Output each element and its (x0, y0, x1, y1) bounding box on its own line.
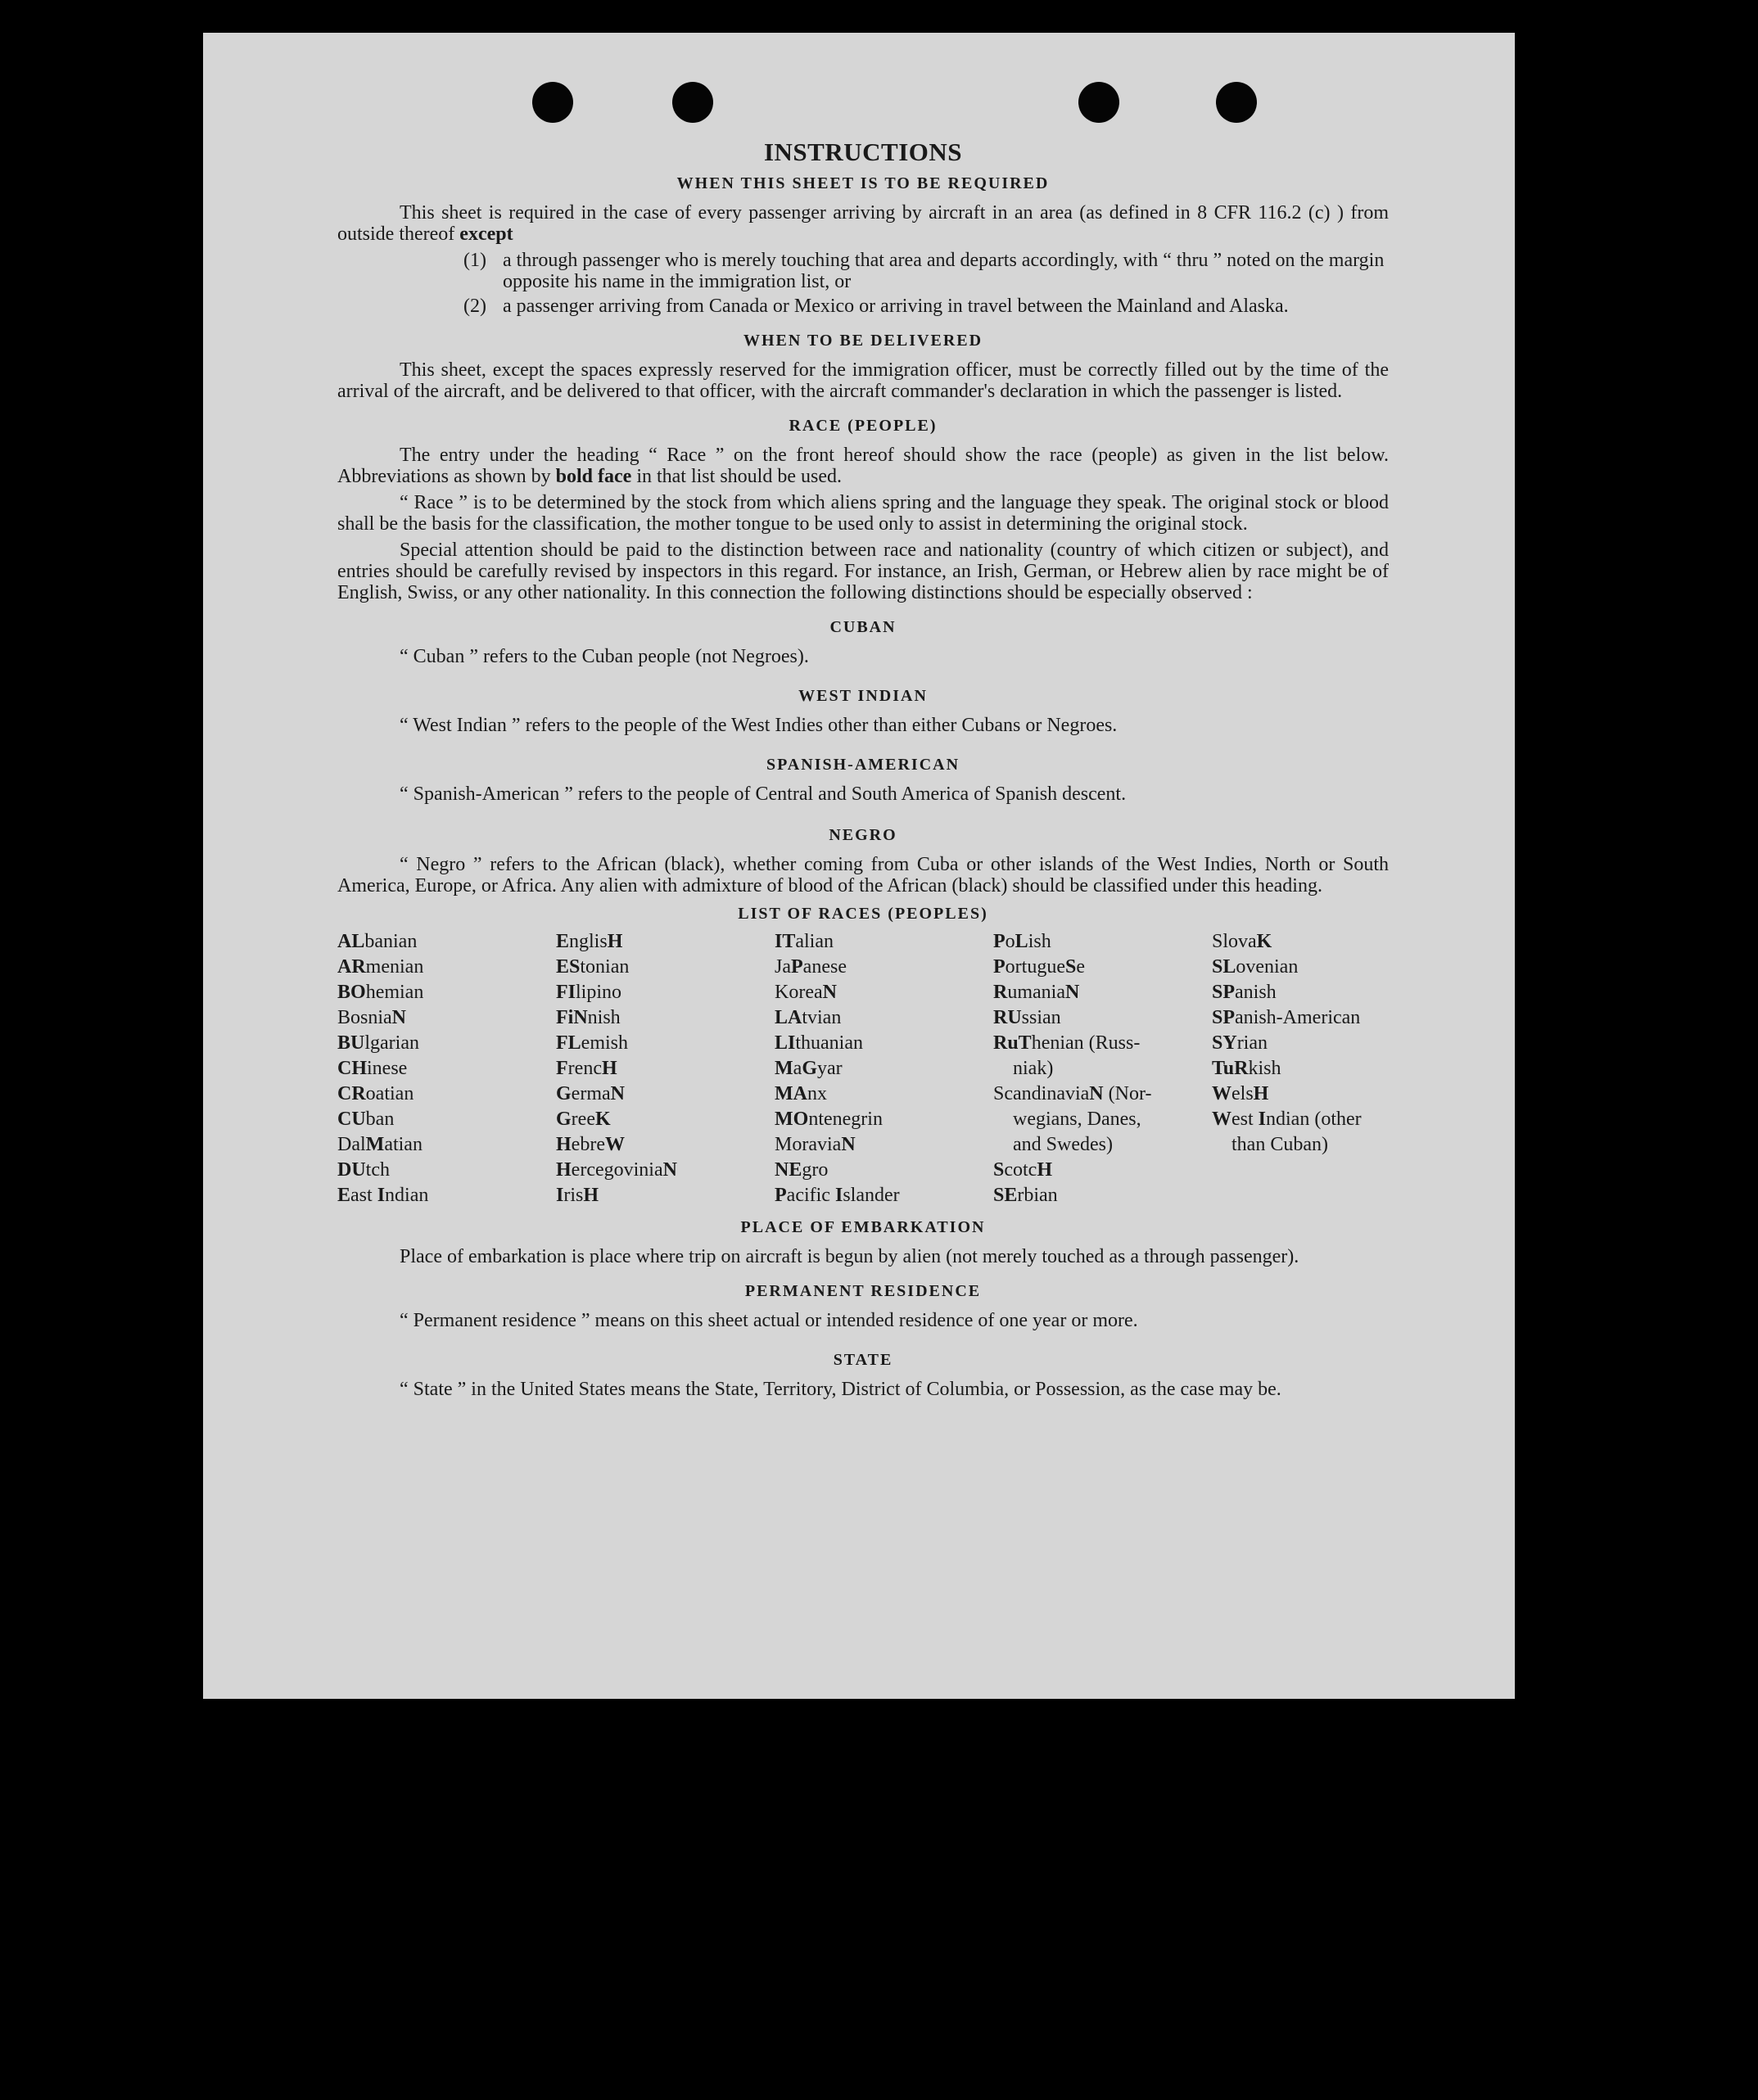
race-item: GermaN (556, 1083, 625, 1104)
race-item: East Indian (337, 1185, 429, 1206)
list-item: (1) a through passenger who is merely touching that area and departs accordingly, with “ thru ” noted on the margin opposite his name in the immigration list, or (463, 250, 1385, 292)
race-column (775, 929, 971, 1208)
race-item: ARmenian (337, 956, 424, 978)
instructions-content (337, 138, 1389, 1405)
race-item: RUssian (993, 1007, 1061, 1028)
punch-hole (672, 82, 713, 123)
race-paragraph-2: “ Race ” is to be determined by the stock from which aliens spring and the language they speak. The original stock or blood shall be the basis for the classification, the mother tongue to be used only to assist in determining the original stock. (337, 492, 1389, 535)
section-heading-west-indian: WEST INDIAN (798, 687, 928, 705)
spanish-american-text: “ Spanish-American ” refers to the people of Central and South America of Spanish descent. (400, 784, 1127, 805)
race-item: HebreW (556, 1134, 625, 1155)
cuban-text: “ Cuban ” refers to the Cuban people (not Negroes). (400, 646, 809, 667)
race-item: SLovenian (1212, 956, 1299, 978)
west-indian-text: “ West Indian ” refers to the people of the West Indies other than either Cubans or Negroes. (400, 715, 1118, 736)
section-heading-state: STATE (833, 1351, 893, 1369)
race-item: PoLish (993, 931, 1051, 952)
race-item: FIlipino (556, 982, 622, 1003)
section-heading-race: RACE (PEOPLE) (789, 417, 938, 435)
race-item: LIthuanian (775, 1032, 863, 1054)
race-item: ScandinaviaN (Nor- wegians, Danes, and Swedes) (993, 1083, 1152, 1155)
required-intro: This sheet is required in the case of every passenger arriving by aircraft in an area (as defined in 8 CFR 116.2 (c) ) from outside thereof except (337, 202, 1389, 245)
race-item: JaPanese (775, 956, 847, 978)
race-item: CUban (337, 1109, 395, 1130)
race-item: WelsH (1212, 1083, 1269, 1104)
list-item: (2) a passenger arriving from Canada or Mexico or arriving in travel between the Mainland and Alaska. (463, 296, 1289, 317)
race-item: IrisH (556, 1185, 599, 1206)
residence-text: “ Permanent residence ” means on this sheet actual or intended residence of one year or more. (400, 1310, 1138, 1331)
section-heading-delivered: WHEN TO BE DELIVERED (743, 332, 983, 350)
section-heading-required: WHEN THIS SHEET IS TO BE REQUIRED (676, 174, 1050, 192)
embarkation-text: Place of embarkation is place where trip on aircraft is begun by alien (not merely touched as a through passenger). (400, 1246, 1299, 1267)
state-text: “ State ” in the United States means the State, Territory, District of Columbia, or Possession, as the case may be. (400, 1379, 1281, 1400)
race-item: West Indian (other than Cuban) (1212, 1109, 1362, 1155)
race-item: NEgro (775, 1159, 829, 1181)
race-item: MaGyar (775, 1058, 843, 1079)
race-item: BosniaN (337, 1007, 407, 1028)
race-item: SPanish-American (1212, 1007, 1361, 1028)
race-item: EStonian (556, 956, 630, 978)
race-item: BUlgarian (337, 1032, 419, 1054)
races-table (337, 929, 1389, 1208)
section-heading-negro: NEGRO (829, 826, 897, 844)
race-item: FiNnish (556, 1007, 621, 1028)
race-item: SErbian (993, 1185, 1058, 1206)
race-paragraph-3: Special attention should be paid to the distinction between race and nationality (country of which citizen or subject), and entries should be carefully revised by inspectors in this regard. For instance, an Irish, German, or Hebrew alien by race might be of English, Swiss, or any other nationality. In this connection the following distinctions should be especially observed : (337, 540, 1389, 603)
race-item: SPanish (1212, 982, 1277, 1003)
negro-text: “ Negro ” refers to the African (black), whether coming from Cuba or other islands of the West Indies, North or South America, Europe, or Africa. Any alien with admixture of blood of the African (black) should be classified under this heading. (337, 854, 1389, 896)
section-heading-embarkation: PLACE OF EMBARKATION (740, 1218, 986, 1236)
race-item: KoreaN (775, 982, 837, 1003)
race-item: SYrian (1212, 1032, 1268, 1054)
document-sheet (203, 33, 1515, 1699)
section-heading-residence: PERMANENT RESIDENCE (744, 1282, 982, 1300)
race-item: EnglisH (556, 931, 623, 952)
exception-list (463, 250, 1389, 317)
race-item: TuRkish (1212, 1058, 1281, 1079)
punch-hole (1216, 82, 1257, 123)
race-item: DUtch (337, 1159, 390, 1181)
race-item: GreeK (556, 1109, 611, 1130)
race-item: CRoatian (337, 1083, 414, 1104)
race-item: DalMatian (337, 1134, 423, 1155)
race-item: Pacific Islander (775, 1185, 900, 1206)
race-item: MAnx (775, 1083, 827, 1104)
race-item: RuThenian (Russ- niak) (993, 1032, 1141, 1079)
race-item: LAtvian (775, 1007, 842, 1028)
punch-hole (532, 82, 573, 123)
delivered-text: This sheet, except the spaces expressly reserved for the immigration officer, must be correctly filled out by the time of the arrival of the aircraft, and be delivered to that officer, with the aircraft commander's declaration in which the passenger is listed. (337, 359, 1389, 402)
section-heading-spanish-american: SPANISH-AMERICAN (766, 756, 960, 774)
race-item: FLemish (556, 1032, 628, 1054)
section-heading-cuban: CUBAN (829, 618, 897, 636)
race-item: FrencH (556, 1058, 617, 1079)
race-item: ALbanian (337, 931, 418, 952)
race-column (993, 929, 1190, 1208)
punch-hole (1078, 82, 1119, 123)
race-item: ITalian (775, 931, 834, 952)
race-item: PortugueSe (993, 956, 1085, 978)
race-item: CHinese (337, 1058, 408, 1079)
race-item: ScotcH (993, 1159, 1053, 1181)
race-item: RumaniaN (993, 982, 1080, 1003)
race-item: HercegoviniaN (556, 1159, 677, 1181)
race-item: MoraviaN (775, 1134, 856, 1155)
race-column (1212, 929, 1389, 1208)
list-of-races-heading: LIST OF RACES (PEOPLES) (738, 905, 988, 923)
race-item: SlovaK (1212, 931, 1272, 952)
race-item: BOhemian (337, 982, 424, 1003)
race-column (556, 929, 752, 1208)
race-paragraph-1: The entry under the heading “ Race ” on the front hereof should show the race (people) as given in the list below. Abbreviations as shown by bold face in that list should be used. (337, 445, 1389, 487)
race-item: MOntenegrin (775, 1109, 883, 1130)
page-title: INSTRUCTIONS (763, 138, 962, 166)
race-column (337, 929, 534, 1208)
